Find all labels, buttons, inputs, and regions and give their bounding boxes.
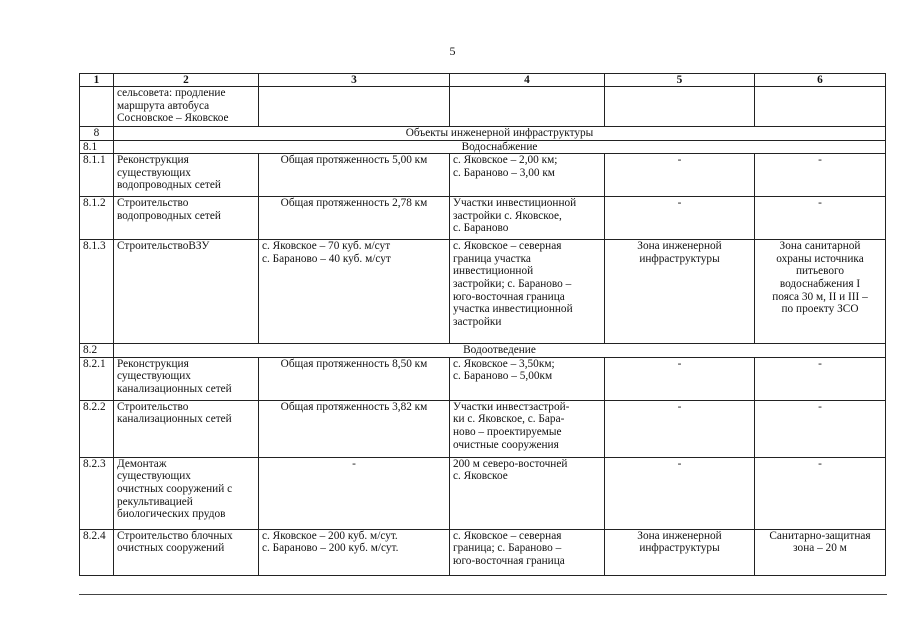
cell-number: 8.1.1	[80, 154, 114, 197]
section-title: Объекты инженерной инфраструктуры	[114, 127, 886, 141]
table-row	[80, 400, 886, 457]
cell-parameter: с. Яковское – 200 куб. м/сут. с. Бараново – 200 куб. м/сут.	[259, 529, 450, 575]
scan-edge-line	[79, 594, 887, 595]
cell-number: 8.1.2	[80, 197, 114, 240]
cell-parameter: Общая протяженность 2,78 км	[259, 197, 450, 240]
cell-location: с. Яковское – северная граница участка инвестиционной застройки; с. Бараново – юго-восточная граница участка инвестиционной застройки	[450, 240, 605, 344]
cell-location: Участки инвестзастрой- ки с. Яковское, с. Бара- ново – проектируемые очистные сооружения	[450, 400, 605, 457]
cell-name: Демонтаж существующих очистных сооружений с рекультивацией биологических прудов	[114, 457, 259, 529]
subsection-row	[80, 344, 886, 358]
table-row	[80, 240, 886, 344]
subsection-title: Водоотведение	[114, 344, 886, 358]
table-row	[80, 154, 886, 197]
cell-number: 8.2.3	[80, 457, 114, 529]
cell-number: 8.2.4	[80, 529, 114, 575]
cell-zone: -	[605, 154, 755, 197]
subsection-number: 8.1	[80, 140, 114, 154]
cell-restrictions: -	[755, 154, 886, 197]
cell-name: сельсовета: продление маршрута автобуса Сосновское – Яковское	[114, 87, 259, 127]
column-header: 4	[450, 74, 605, 87]
cell-restrictions: Зона санитарной охраны источника питьевого водоснабжения I пояса 30 м, II и III – по проекту ЗСО	[755, 240, 886, 344]
table-row	[80, 87, 886, 127]
cell-parameter: -	[259, 457, 450, 529]
column-header: 5	[605, 74, 755, 87]
cell-name: Строительство блочных очистных сооружений	[114, 529, 259, 575]
column-header: 3	[259, 74, 450, 87]
cell-restrictions: -	[755, 197, 886, 240]
cell-zone: -	[605, 357, 755, 400]
cell-name: СтроительствоВЗУ	[114, 240, 259, 344]
section-row	[80, 127, 886, 141]
cell-location: с. Яковское – северная граница; с. Бараново – юго-восточная граница	[450, 529, 605, 575]
column-header: 1	[80, 74, 114, 87]
cell-name: Реконструкция существующих водопроводных сетей	[114, 154, 259, 197]
subsection-row	[80, 140, 886, 154]
cell-parameter: Общая протяженность 3,82 км	[259, 400, 450, 457]
table-row	[80, 357, 886, 400]
cell-number: 8.2.2	[80, 400, 114, 457]
table-row	[80, 197, 886, 240]
cell-location: 200 м северо-восточней с. Яковское	[450, 457, 605, 529]
cell-restrictions: -	[755, 457, 886, 529]
cell-parameter: с. Яковское – 70 куб. м/сут с. Бараново – 40 куб. м/сут	[259, 240, 450, 344]
subsection-title: Водоснабжение	[114, 140, 886, 154]
cell-name: Строительство водопроводных сетей	[114, 197, 259, 240]
cell-zone: Зона инженерной инфраструктуры	[605, 529, 755, 575]
cell-parameter: Общая протяженность 5,00 км	[259, 154, 450, 197]
cell-number: 8.2.1	[80, 357, 114, 400]
section-number: 8	[80, 127, 114, 141]
page-number: 5	[449, 44, 456, 58]
cell-zone: -	[605, 197, 755, 240]
column-header: 2	[114, 74, 259, 87]
table-header-row	[80, 74, 886, 87]
cell-zone: -	[605, 457, 755, 529]
cell-number: 8.1.3	[80, 240, 114, 344]
column-header: 6	[755, 74, 886, 87]
cell-location: Участки инвестиционной застройки с. Яковское, с. Бараново	[450, 197, 605, 240]
cell-zone: -	[605, 400, 755, 457]
cell-restrictions: -	[755, 400, 886, 457]
cell-parameter: Общая протяженность 8,50 км	[259, 357, 450, 400]
table-row	[80, 529, 886, 575]
table-row	[80, 457, 886, 529]
cell-name: Строительство канализационных сетей	[114, 400, 259, 457]
cell-zone: Зона инженерной инфраструктуры	[605, 240, 755, 344]
cell-restrictions: Санитарно-защитная зона – 20 м	[755, 529, 886, 575]
cell-location: с. Яковское – 2,00 км; с. Бараново – 3,00 км	[450, 154, 605, 197]
infrastructure-table	[79, 73, 886, 576]
cell-name: Реконструкция существующих канализационных сетей	[114, 357, 259, 400]
subsection-number: 8.2	[80, 344, 114, 358]
cell-location: с. Яковское – 3,50км; с. Бараново – 5,00км	[450, 357, 605, 400]
cell-restrictions: -	[755, 357, 886, 400]
